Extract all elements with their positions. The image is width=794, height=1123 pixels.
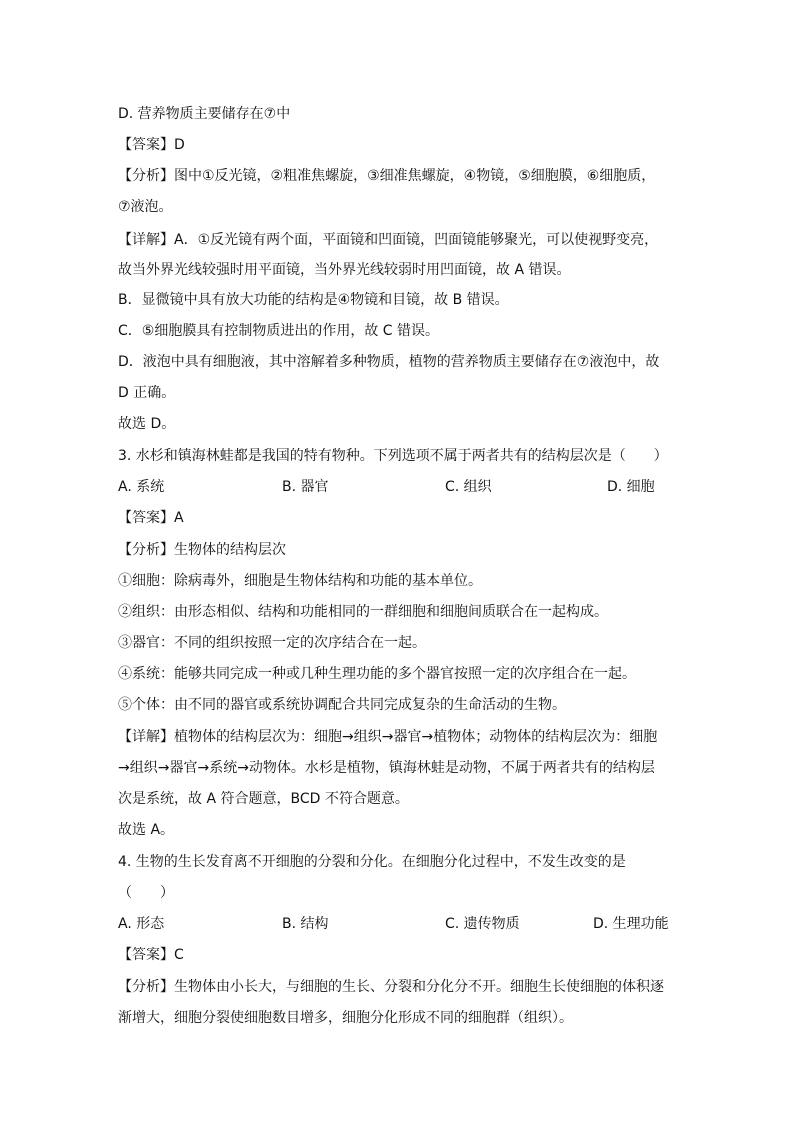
text-line: D．液泡中具有细胞液，其中溶解着多种物质，植物的营养物质主要储存在⑦液泡中，故 <box>118 354 660 370</box>
answer-line: 【答案】D <box>118 137 185 153</box>
analysis-line: 【分析】图中①反光镜，②粗准焦螺旋，③细准焦螺旋，④物镜，⑤细胞膜，⑥细胞质， <box>118 168 656 184</box>
q4-option-c: C. 遗传物质 <box>445 916 520 932</box>
answer-line: 【答案】A <box>118 510 184 526</box>
analysis-line: 【分析】生物体由小长大，与细胞的生长、分裂和分化分不开。细胞生长使细胞的体积逐 <box>118 979 664 995</box>
q3-option-d: D. 细胞 <box>607 479 655 495</box>
text-line: C．⑤细胞膜具有控制物质进出的作用，故 C 错误。 <box>118 323 440 339</box>
q3-option-b: B. 器官 <box>282 479 329 495</box>
text-line: D 正确。 <box>118 385 176 401</box>
detail-line: 【详解】A．①反光镜有两个面，平面镜和凹面镜，凹面镜能够聚光，可以使视野变亮， <box>118 232 659 248</box>
text-line: ⑦液泡。 <box>118 199 173 215</box>
text-line: D. 营养物质主要储存在⑦中 <box>118 106 291 122</box>
text-line: （ ） <box>118 885 174 901</box>
text-line: ②组织：由形态相似、结构和功能相同的一群细胞和细胞间质联合在一起构成。 <box>118 604 608 620</box>
q4-option-a: A. 形态 <box>118 916 165 932</box>
q4-option-d: D. 生理功能 <box>593 916 669 932</box>
q4-option-b: B. 结构 <box>282 916 329 932</box>
text-line: 渐增大，细胞分裂使细胞数目增多，细胞分化形成不同的细胞群（组织）。 <box>118 1010 573 1026</box>
text-line: 次是系统，故 A 符合题意，BCD 不符合题意。 <box>118 791 409 807</box>
q3-option-a: A. 系统 <box>118 479 165 495</box>
text-line: 故选 A。 <box>118 822 175 838</box>
text-line: ①细胞：除病毒外，细胞是生物体结构和功能的基本单位。 <box>118 573 482 589</box>
text-line: 故当外界光线较强时用平面镜，当外界光线较弱时用凹面镜，故 A 错误。 <box>118 262 571 278</box>
question-4: 4. 生物的生长发育离不开细胞的分裂和分化。在细胞分化过程中，不发生改变的是 <box>118 854 626 870</box>
text-line: B．显微镜中具有放大功能的结构是④物镜和目镜，故 B 错误。 <box>118 292 509 308</box>
analysis-line: 【分析】生物体的结构层次 <box>118 542 286 558</box>
text-line: 故选 D。 <box>118 416 176 432</box>
text-line: ③器官：不同的组织按照一定的次序结合在一起。 <box>118 635 426 651</box>
text-line: ④系统：能够共同完成一种或几种生理功能的多个器官按照一定的次序组合在一起。 <box>118 666 636 682</box>
text-line: →组织→器官→系统→动物体。水杉是植物，镇海林蛙是动物，不属于两者共有的结构层 <box>118 760 655 776</box>
text-line: ⑤个体：由不同的器官或系统协调配合共同完成复杂的生命活动的生物。 <box>118 697 566 713</box>
detail-line: 【详解】植物体的结构层次为：细胞→组织→器官→植物体；动物体的结构层次为：细胞 <box>118 729 658 745</box>
q3-option-c: C. 组织 <box>445 479 492 495</box>
question-3: 3. 水杉和镇海林蛙都是我国的特有物种。下列选项不属于两者共有的结构层次是（ ） <box>118 448 668 464</box>
answer-line: 【答案】C <box>118 947 184 963</box>
